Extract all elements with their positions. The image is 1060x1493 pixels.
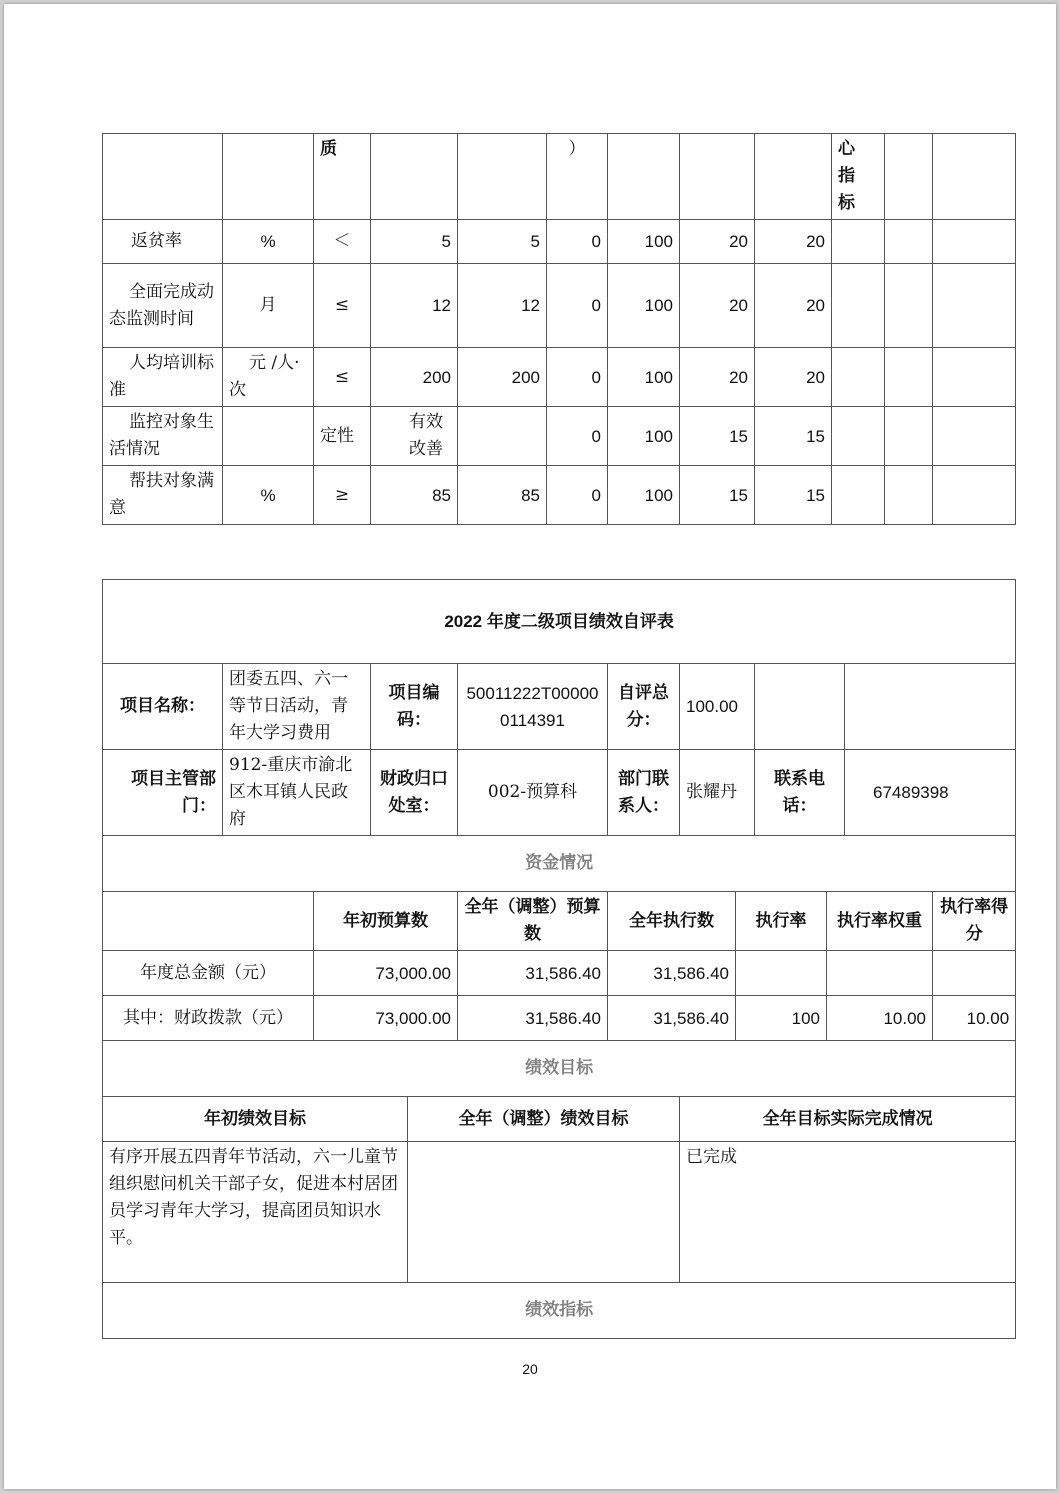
indicator-target: 12 [371, 264, 458, 348]
indicator-weight: 15 [680, 466, 755, 525]
indicator-rate: 100 [608, 407, 680, 466]
funds-adjusted: 31,586.40 [458, 951, 608, 996]
funds-weight [827, 951, 933, 996]
table-row [103, 951, 1016, 996]
indicator-target: 5 [371, 220, 458, 264]
indicators-section-heading: 绩效指标 [103, 1283, 1016, 1339]
funds-budget: 73,000.00 [314, 951, 458, 996]
indicator-weight: 15 [680, 407, 755, 466]
funds-executed: 31,586.40 [608, 951, 736, 996]
indicator-score: 15 [755, 407, 832, 466]
indicator-weight: 20 [680, 348, 755, 407]
table-row [103, 220, 1016, 264]
funds-header: 执行率得分 [933, 892, 1016, 951]
table-row [103, 134, 1016, 220]
form-title: 2022 年度二级项目绩效自评表 [103, 580, 1016, 664]
cell-header-fragment: 心指标 [832, 134, 885, 220]
funds-header: 年初预算数 [314, 892, 458, 951]
self-evaluation-form [102, 579, 1016, 1339]
indicator-name: 人均培训标准 [103, 348, 223, 407]
funds-row-label: 年度总金额（元） [103, 951, 314, 996]
indicator-actual: 12 [458, 264, 547, 348]
table-row [103, 996, 1016, 1041]
table-row [103, 407, 1016, 466]
funds-score: 10.00 [933, 996, 1016, 1041]
indicator-unit: 元 /人·次 [223, 348, 314, 407]
indicator-deviation: 0 [547, 407, 608, 466]
indicator-operator: 定性 [314, 407, 371, 466]
indicator-weight: 20 [680, 264, 755, 348]
indicator-name: 帮扶对象满意 [103, 466, 223, 525]
dept-name: 912-重庆市渝北区木耳镇人民政府 [223, 750, 371, 836]
indicator-weight: 20 [680, 220, 755, 264]
indicator-operator: ＜ [314, 220, 371, 264]
funds-adjusted: 31,586.40 [458, 996, 608, 1041]
indicator-operator: ≤ [314, 264, 371, 348]
table-row [103, 664, 1016, 750]
dept-label: 项目主管部门： [103, 750, 223, 836]
funds-weight: 10.00 [827, 996, 933, 1041]
indicator-operator: ≥ [314, 466, 371, 525]
project-name-label: 项目名称： [103, 664, 223, 750]
indicator-deviation: 0 [547, 264, 608, 348]
project-code: 50011222T000000114391 [458, 664, 608, 750]
funds-row-label: 其中：财政拨款（元） [103, 996, 314, 1041]
page-number: 20 [522, 1361, 538, 1377]
indicator-name: 全面完成动态监测时间 [103, 264, 223, 348]
indicator-actual [458, 407, 547, 466]
indicator-score: 20 [755, 348, 832, 407]
table-row [103, 1283, 1016, 1339]
indicator-actual: 5 [458, 220, 547, 264]
phone-label: 联系电话： [755, 750, 845, 836]
finance-office: 002-预算科 [458, 750, 608, 836]
funds-header: 全年（调整）预算数 [458, 892, 608, 951]
indicator-target: 200 [371, 348, 458, 407]
table-row [103, 1142, 1016, 1283]
indicator-score: 15 [755, 466, 832, 525]
indicator-table-continued [102, 133, 1016, 525]
table-row [103, 1041, 1016, 1097]
indicator-unit: 月 [223, 264, 314, 348]
cell-header-fragment: ） [547, 134, 608, 220]
indicator-rate: 100 [608, 264, 680, 348]
indicator-operator: ≤ [314, 348, 371, 407]
funds-header: 执行率 [736, 892, 827, 951]
table-row [103, 892, 1016, 951]
indicator-actual: 85 [458, 466, 547, 525]
table-row [103, 1097, 1016, 1142]
project-code-label: 项目编码： [371, 664, 458, 750]
cell-header-fragment: 质 [314, 134, 371, 220]
phone-number: 67489398 [845, 750, 1016, 836]
indicator-score: 20 [755, 220, 832, 264]
indicator-rate: 100 [608, 220, 680, 264]
self-score-label: 自评总分： [608, 664, 680, 750]
indicator-target: 有效改善 [371, 407, 458, 466]
indicator-unit [223, 407, 314, 466]
funds-score [933, 951, 1016, 996]
table-row [103, 348, 1016, 407]
funds-budget: 73,000.00 [314, 996, 458, 1041]
goals-section-heading: 绩效目标 [103, 1041, 1016, 1097]
funds-header: 全年执行数 [608, 892, 736, 951]
indicator-unit: % [223, 466, 314, 525]
table-row [103, 836, 1016, 892]
indicator-rate: 100 [608, 348, 680, 407]
funds-header: 执行率权重 [827, 892, 933, 951]
goals-header: 年初绩效目标 [103, 1097, 408, 1142]
indicator-name: 返贫率 [103, 220, 223, 264]
table-row [103, 466, 1016, 525]
indicator-deviation: 0 [547, 466, 608, 525]
goals-initial: 有序开展五四青年节活动，六一儿童节组织慰问机关干部子女，促进本村居团员学习青年大学习，提高团员知识水平。 [103, 1142, 408, 1283]
goals-header: 全年（调整）绩效目标 [408, 1097, 680, 1142]
indicator-rate: 100 [608, 466, 680, 525]
self-score: 100.00 [680, 664, 755, 750]
contact-name: 张耀丹 [680, 750, 755, 836]
goals-adjusted [408, 1142, 680, 1283]
table-row [103, 264, 1016, 348]
indicator-actual: 200 [458, 348, 547, 407]
finance-office-label: 财政归口处室： [371, 750, 458, 836]
indicator-name: 监控对象生活情况 [103, 407, 223, 466]
indicator-target: 85 [371, 466, 458, 525]
funds-executed: 31,586.40 [608, 996, 736, 1041]
goals-header: 全年目标实际完成情况 [680, 1097, 1016, 1142]
table-row [103, 750, 1016, 836]
indicator-score: 20 [755, 264, 832, 348]
funds-rate [736, 951, 827, 996]
indicator-deviation: 0 [547, 348, 608, 407]
goals-actual: 已完成 [680, 1142, 1016, 1283]
funds-rate: 100 [736, 996, 827, 1041]
indicator-deviation: 0 [547, 220, 608, 264]
indicator-unit: % [223, 220, 314, 264]
table-row [103, 580, 1016, 664]
contact-label: 部门联系人： [608, 750, 680, 836]
funds-section-heading: 资金情况 [103, 836, 1016, 892]
project-name: 团委五四、六一等节日活动，青年大学习费用 [223, 664, 371, 750]
